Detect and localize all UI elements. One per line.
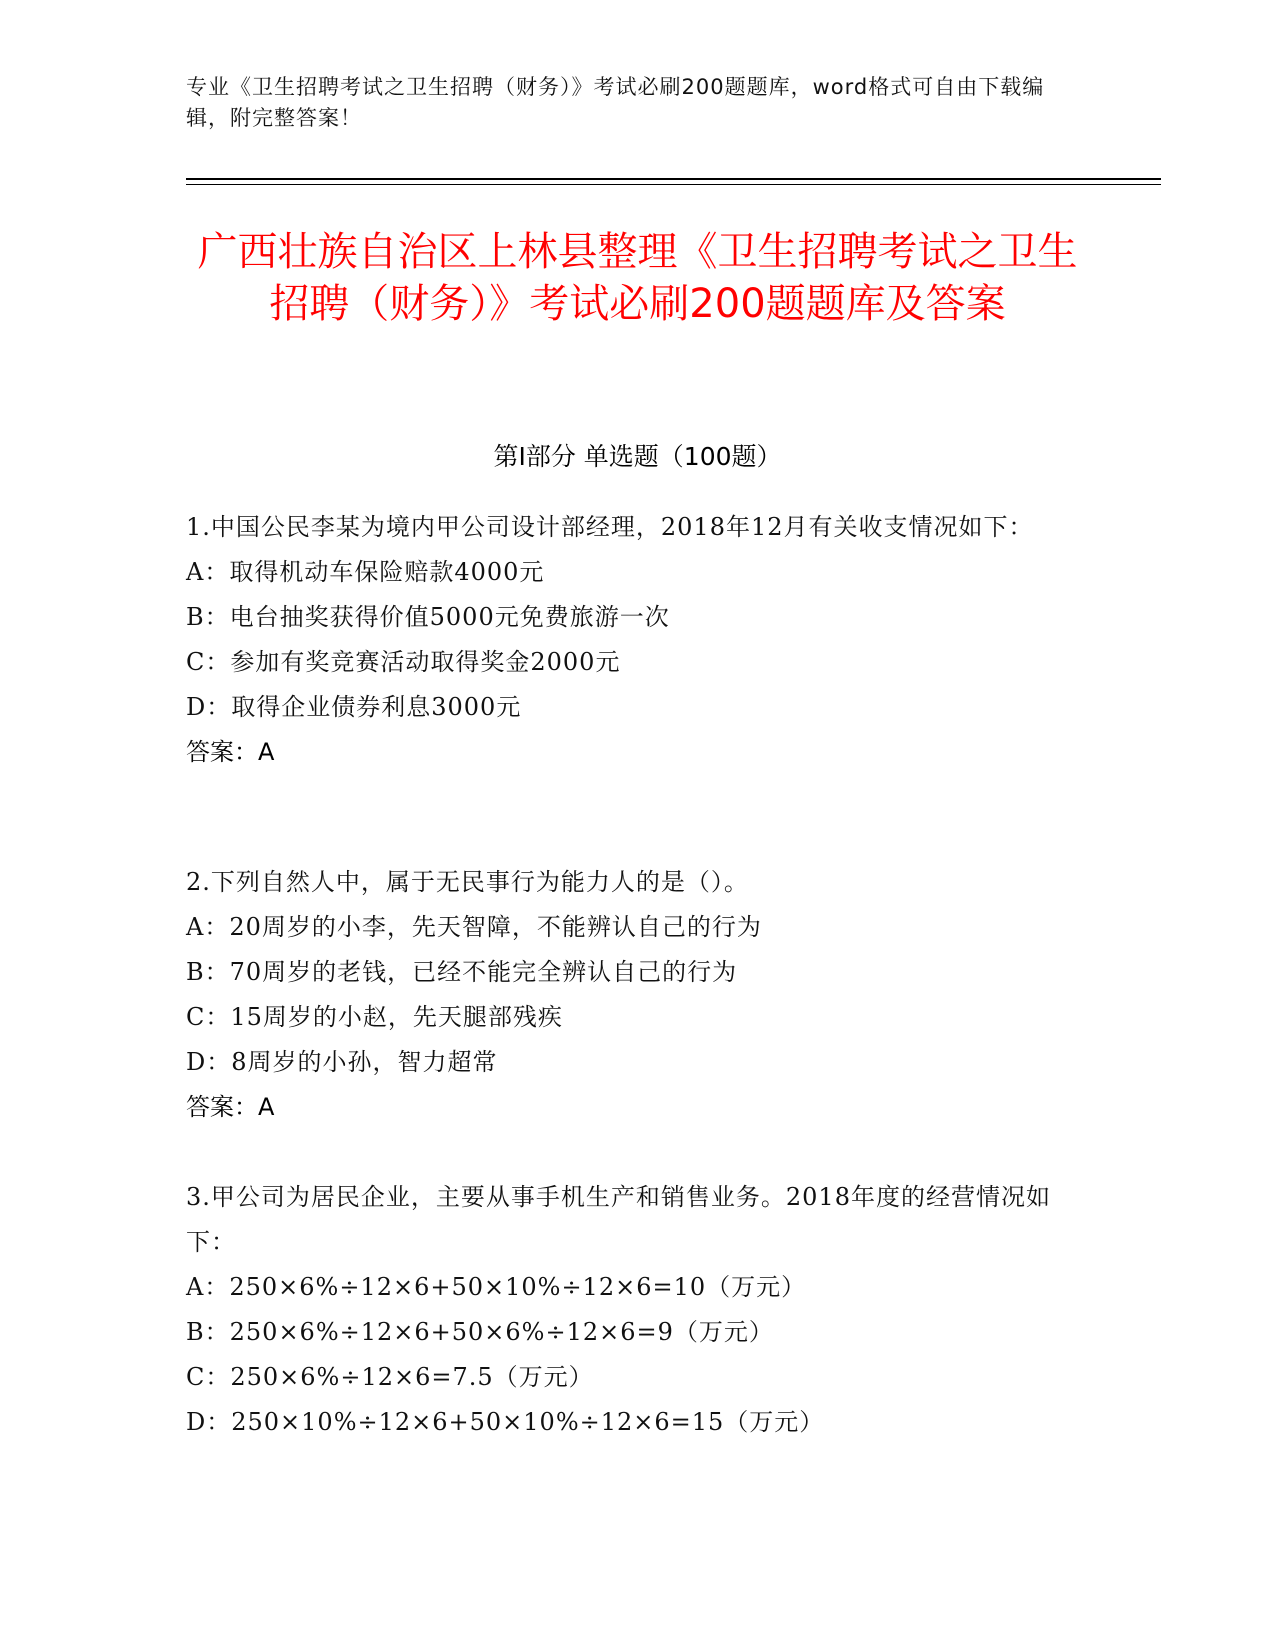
question-text: 1.中国公民李某为境内甲公司设计部经理，2018年12月有关收支情况如下：	[186, 513, 1034, 541]
option-c: C：15周岁的小赵，先天腿部残疾	[186, 1003, 563, 1031]
option-b: B：70周岁的老钱，已经不能完全辨认自己的行为	[186, 958, 738, 986]
answer: 答案：A	[186, 738, 275, 766]
question-3	[186, 1175, 1089, 1445]
option-b: B：电台抽奖获得价值5000元免费旅游一次	[186, 603, 670, 631]
option-a: A：20周岁的小李，先天智障，不能辨认自己的行为	[186, 913, 762, 941]
answer: 答案：A	[186, 1093, 275, 1121]
option-a: A：250×6%÷12×6+50×10%÷12×6=10（万元）	[186, 1273, 807, 1301]
option-d: D：8周岁的小孙，智力超常	[186, 1048, 498, 1076]
option-d: D：取得企业债券利息3000元	[186, 693, 522, 721]
header-note: 专业《卫生招聘考试之卫生招聘（财务）》考试必刷200题题库，word格式可自由下载编辑，附完整答案！	[186, 75, 1045, 130]
document-title: 广西壮族自治区上林县整理《卫生招聘考试之卫生招聘（财务）》考试必刷200题题库及答案	[197, 229, 1078, 327]
option-c: C：参加有奖竞赛活动取得奖金2000元	[186, 648, 621, 676]
question-text: 3.甲公司为居民企业，主要从事手机生产和销售业务。2018年度的经营情况如下：	[186, 1183, 1051, 1256]
header-divider-thin	[186, 184, 1161, 185]
option-d: D：250×10%÷12×6+50×10%÷12×6=15（万元）	[186, 1408, 825, 1436]
option-c: C：250×6%÷12×6=7.5（万元）	[186, 1363, 594, 1391]
question-2	[186, 860, 1089, 1130]
question-1	[186, 505, 1089, 775]
option-b: B：250×6%÷12×6+50×6%÷12×6=9（万元）	[186, 1318, 774, 1346]
option-a: A：取得机动车保险赔款4000元	[186, 558, 545, 586]
question-text: 2.下列自然人中，属于无民事行为能力人的是（）。	[186, 868, 749, 896]
section-title: 第I部分 单选题（100题）	[493, 442, 782, 471]
header-divider-thick	[186, 178, 1161, 180]
